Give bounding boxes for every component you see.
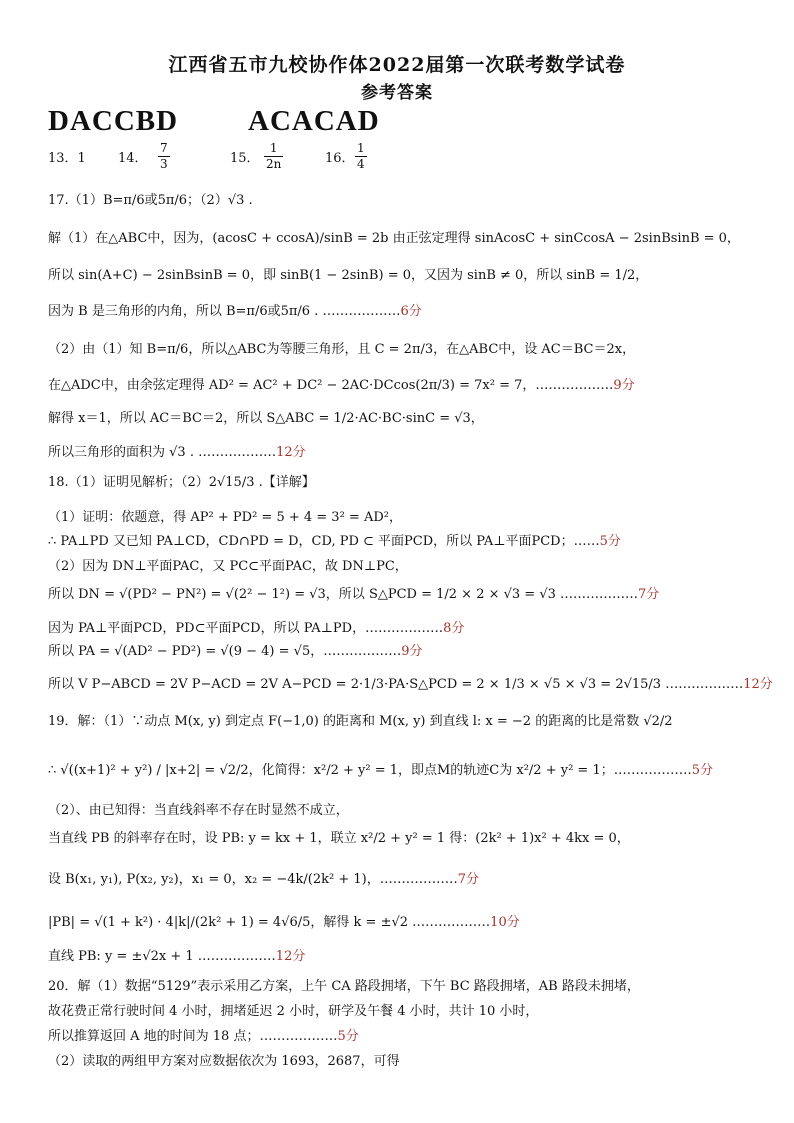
q18-solution-line-5: 因为 PA⊥平面PCD，PD⊂平面PCD，所以 PA⊥PD，………………8分 [48, 621, 465, 636]
q19-solution-line-7: 直线 PB: y = ±√2x + 1 ………………12分 [48, 949, 306, 964]
score-mark: 9分 [613, 378, 635, 393]
choice-answers-group-1: DACCBD [48, 105, 179, 137]
document-subtitle: 参考答案 [361, 83, 433, 103]
q17-solution-line-3: 因为 B 是三角形的内角，所以 B=π/6或5π/6 . ………………6分 [48, 304, 422, 319]
q17-solution-line-6: 解得 x＝1，所以 AC＝BC＝2，所以 S△ABC = 1/2·AC·BC·sinC = √3， [48, 411, 484, 426]
q19-solution-line-6: |PB| = √(1 + k²) · 4|k|/(2k² + 1) = 4√6/5，解得 k = ±√2 ………………10分 [48, 915, 520, 930]
score-mark: 10分 [490, 915, 520, 930]
q20-solution-line-2: 故花费正常行驶时间 4 小时，拥堵延迟 2 小时，研学及午餐 4 小时，共计 10 小时， [48, 1004, 539, 1019]
fill-in-answer-15: 1 2n [266, 141, 282, 171]
q18-answer-line: 18.（1）证明见解析；（2）2√15/3 .【详解】 [48, 475, 315, 490]
fill-in-label-14: 14． [118, 151, 148, 166]
document-title: 江西省五市九校协作体2022届第一次联考数学试卷 [168, 54, 626, 76]
fill-in-answer-14: 7 3 [160, 141, 168, 171]
fill-in-answer-13: 13．1 [48, 151, 86, 166]
q18-solution-line-6: 所以 PA = √(AD² − PD²) = √(9 − 4) = √5，………………9分 [48, 644, 423, 659]
q17-answer-line: 17.（1）B=π/6或5π/6；（2）√3 . [48, 193, 253, 208]
score-mark: 8分 [443, 621, 465, 636]
q17-solution-line-5: 在△ADC中，由余弦定理得 AD² = AC² + DC² − 2AC·DCcos(2π/3) = 7x² = 7，………………9分 [48, 378, 635, 393]
q17-solution-line-7: 所以三角形的面积为 √3 . ………………12分 [48, 445, 306, 460]
q18-solution-line-3: （2）因为 DN⊥平面PAC，又 PC⊂平面PAC，故 DN⊥PC， [48, 559, 408, 574]
score-mark: 12分 [743, 677, 773, 692]
q17-solution-line-2: 所以 sin(A+C) − 2sinBsinB = 0，即 sinB(1 − 2sinB) = 0，又因为 sinB ≠ 0，所以 sinB = 1/2， [48, 268, 649, 283]
score-mark: 6分 [400, 304, 422, 319]
q17-solution-line-1: 解（1）在△ABC中，因为，(acosC + ccosA)/sinB = 2b 由正弦定理得 sinAcosC + sinCcosA − 2sinBsinB = 0， [48, 231, 740, 246]
score-mark: 5分 [599, 534, 621, 549]
fill-in-label-16: 16． [325, 151, 355, 166]
q18-solution-line-4: 所以 DN = √(PD² − PN²) = √(2² − 1²) = √3，所以 S△PCD = 1/2 × 2 × √3 = √3 ………………7分 [48, 587, 660, 602]
q19-solution-line-2: ∴ √((x+1)² + y²) / |x+2| = √2/2，化简得：x²/2 + y² = 1，即点M的轨迹C为 x²/2 + y² = 1；………………5分 [48, 763, 713, 778]
fill-in-label-15: 15． [230, 151, 260, 166]
q18-solution-line-1: （1）证明：依题意，得 AP² + PD² = 5 + 4 = 3² = AD²， [48, 510, 402, 525]
score-mark: 12分 [276, 445, 306, 460]
q19-solution-line-1: 19．解：（1）∵动点 M(x, y) 到定点 F(−1,0) 的距离和 M(x, y) 到直线 l: x = −2 的距离的比是常数 √2/2 [48, 714, 673, 729]
score-mark: 5分 [691, 763, 713, 778]
score-mark: 7分 [457, 872, 480, 887]
score-mark: 9分 [401, 644, 423, 659]
q18-solution-line-7: 所以 V P−ABCD = 2V P−ACD = 2V A−PCD = 2·1/3·PA·S△PCD = 2 × 1/3 × √5 × √3 = 2√15/3 ………………12分 [48, 677, 773, 692]
score-mark: 7分 [638, 587, 660, 602]
q19-solution-line-5: 设 B(x₁, y₁), P(x₂, y₂)，x₁ = 0，x₂ = −4k/(2k² + 1)，………………7分 [48, 872, 480, 887]
score-mark: 5分 [337, 1029, 359, 1044]
q20-solution-line-4: （2）读取的两组甲方案对应数据依次为 1693，2687，可得 [48, 1054, 400, 1069]
q17-solution-line-4: （2）由（1）知 B=π/6，所以△ABC为等腰三角形，且 C = 2π/3，在△ABC中，设 AC＝BC＝2x， [48, 342, 636, 357]
q19-solution-line-3: （2）、由已知得：当直线斜率不存在时显然不成立， [48, 803, 349, 818]
q20-solution-line-1: 20．解（1）数据“5129”表示采用乙方案，上午 CA 路段拥堵，下午 BC 路段拥堵，AB 路段未拥堵， [48, 979, 640, 994]
q19-solution-line-4: 当直线 PB 的斜率存在时，设 PB: y = kx + 1，联立 x²/2 + y² = 1 得：(2k² + 1)x² + 4kx = 0， [48, 831, 630, 846]
score-mark: 12分 [275, 949, 306, 964]
q20-solution-line-3: 所以推算返回 A 地的时间为 18 点；………………5分 [48, 1029, 359, 1044]
q18-solution-line-2: ∴ PA⊥PD 又已知 PA⊥CD，CD∩PD = D，CD, PD ⊂ 平面PCD，所以 PA⊥平面PCD；……5分 [48, 534, 621, 549]
fill-in-answer-16: 1 4 [357, 141, 365, 171]
choice-answers-group-2: ACACAD [248, 105, 380, 137]
